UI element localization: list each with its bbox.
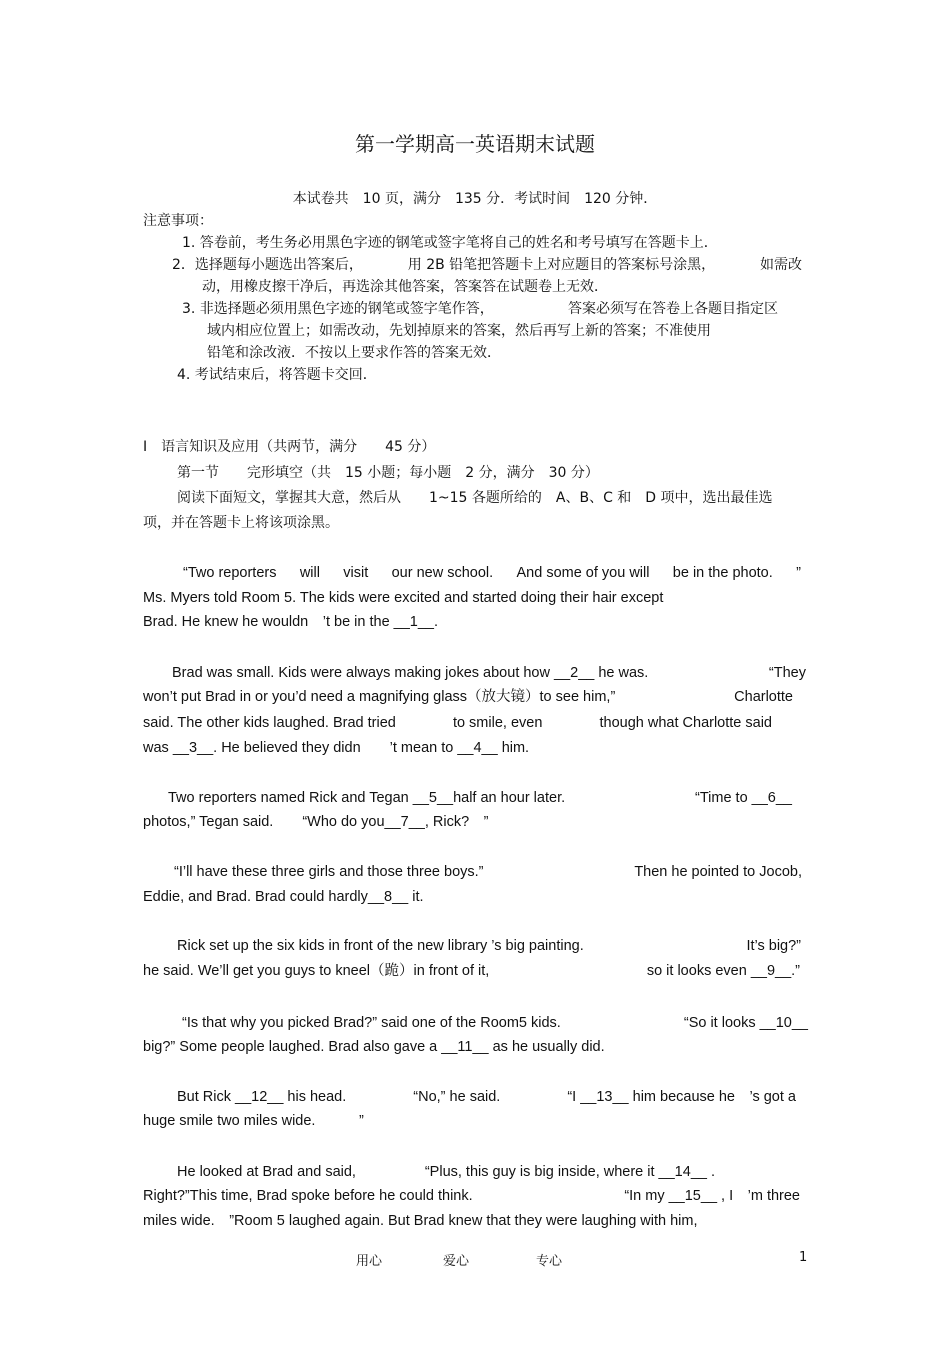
- page-title: 第一学期高一英语期末试题: [355, 132, 595, 156]
- paragraph-6-line-2: big?” Some people laughed. Brad also gave a __11__ as he usually did.: [143, 1039, 605, 1055]
- notice-item-1: 1. 答卷前，考生务必用黑色字迹的钢笔或签字笔将自己的姓名和考号填写在答题卡上．: [182, 235, 718, 251]
- part-heading: 第一节 完形填空（共 15 小题；每小题 2 分，满分 30 分）: [177, 465, 599, 481]
- paragraph-2-line-2: won’t put Brad in or you’d need a magnifying glass（放大镜）to see him,” Charlotte: [143, 689, 793, 705]
- notice-item-3-line-3: 铅笔和涂改液．不按以上要求作答的答案无效．: [207, 345, 501, 361]
- paragraph-5-line-1: Rick set up the six kids in front of the new library ’s big painting. It’s big?”: [177, 938, 801, 954]
- paragraph-7-line-2: huge smile two miles wide. ”: [143, 1113, 364, 1129]
- paragraph-2-line-3: said. The other kids laughed. Brad tried to smile, even though what Charlotte said: [143, 715, 772, 731]
- paragraph-3-line-2: photos,” Tegan said. “Who do you__7__, Rick? ”: [143, 814, 489, 830]
- paragraph-4-line-1: “I’ll have these three girls and those three boys.” Then he pointed to Jocob,: [174, 864, 802, 880]
- notice-item-2-line-1: 2．选择题每小题选出答案后， 用 2B 铅笔把答题卡上对应题目的答案标号涂黑， 如需改: [172, 257, 802, 273]
- paragraph-1-line-2: Ms. Myers told Room 5. The kids were excited and started doing their hair except: [143, 590, 664, 606]
- exam-info: 本试卷共 10 页，满分 135 分．考试时间 120 分钟．: [292, 191, 658, 207]
- notice-item-2-line-2: 动，用橡皮擦干净后，再选涂其他答案，答案答在试题卷上无效．: [202, 279, 608, 295]
- paragraph-5-line-2: he said. We’ll get you guys to kneel（跪）in front of it, so it looks even __9__.”: [143, 963, 800, 979]
- paragraph-3-line-1: Two reporters named Rick and Tegan __5__half an hour later. “Time to __6__: [168, 790, 792, 806]
- instruction-line-2: 项，并在答题卡上将该项涂黑。: [143, 515, 339, 531]
- paragraph-2-line-4: was __3__. He believed they didn ’t mean to __4__ him.: [143, 740, 530, 756]
- page-number: 1: [799, 1250, 808, 1265]
- paragraph-4-line-2: Eddie, and Brad. Brad could hardly__8__ it.: [143, 889, 424, 905]
- paragraph-6-line-1: “Is that why you picked Brad?” said one of the Room5 kids. “So it looks __10__: [182, 1015, 808, 1031]
- notice-item-3-line-2: 域内相应位置上；如需改动，先划掉原来的答案，然后再写上新的答案；不准使用: [207, 323, 711, 339]
- paragraph-8-line-3: miles wide. ”Room 5 laughed again. But Brad knew that they were laughing with him,: [143, 1213, 698, 1229]
- notice-heading: 注意事项：: [143, 213, 213, 229]
- paragraph-8-line-2: Right?”This time, Brad spoke before he could think. “In my __15__ , I ’m three: [143, 1188, 800, 1204]
- footer-word-2: 爱心: [443, 1254, 470, 1269]
- footer-word-3: 专心: [536, 1254, 563, 1269]
- notice-item-4: 4. 考试结束后，将答题卡交回．: [177, 367, 377, 383]
- paragraph-8-line-1: He looked at Brad and said, “Plus, this guy is big inside, where it __14__ .: [177, 1164, 715, 1180]
- notice-item-3-line-1: 3. 非选择题必须用黑色字迹的钢笔或签字笔作答， 答案必须写在答卷上各题目指定区: [182, 301, 778, 317]
- section-heading: I 语言知识及应用（共两节，满分 45 分）: [143, 439, 436, 455]
- paragraph-7-line-1: But Rick __12__ his head. “No,” he said. “I __13__ him because he ’s got a: [177, 1089, 796, 1105]
- footer-word-1: 用心: [356, 1254, 383, 1269]
- paragraph-2-line-1: Brad was small. Kids were always making jokes about how __2__ he was. “They: [172, 665, 806, 681]
- paragraph-1-line-1: “Two reporters will visit our new school. And some of you will be in the photo. ”: [183, 565, 801, 581]
- instruction-line-1: 阅读下面短文，掌握其大意，然后从 1~15 各题所给的 A、B、C 和 D 项中，选出最佳选: [177, 490, 773, 506]
- paragraph-1-line-3: Brad. He knew he wouldn ’t be in the __1__.: [143, 614, 439, 630]
